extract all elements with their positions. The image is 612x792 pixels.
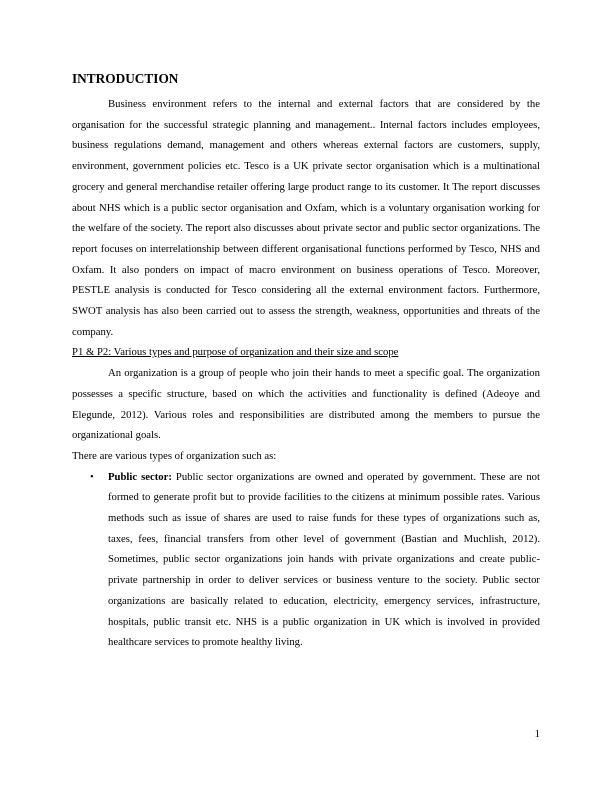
page-heading: INTRODUCTION (72, 71, 179, 86)
types-intro-text: There are various types of organization such as: (72, 449, 277, 462)
intro-paragraph: Business environment refers to the internal and external factors that are considered by the organisation for the successful strategic planning and management.. Internal factors includes employees, business regulations demand, management and others whereas external factors are customers, supply, environment, government policies etc. Tesco is a UK private sector organisation which is a multinational grocery and general merchandise retailer offering large product range to its customer. It The report discusses about NHS which is a public sector organisation and Oxfam, which is a voluntary organisation working for the welfare of the society. The report also discusses about private sector and public sector organizations. The report focuses on interrelationship between different organisational functions performed by Tesco, NHS and Oxfam. It also ponders on impact of macro environment on business operations of Tesco. Moreover, PESTLE analysis is conducted for Tesco considering all the external environment factors. Furthermore, SWOT analysis has also been carried out to assess the strength, weakness, opportunities and threats of the company. (72, 98, 540, 338)
bullet-term: Public sector: (108, 470, 172, 483)
section-heading: P1 & P2: Various types and purpose of organization and their size and scope (72, 346, 399, 359)
bullet-text: Public sector organizations are owned and operated by government. These are not formed to generate profit but to provide facilities to the citizens at minimum possible rates. Various methods such as issue of shares are used to raise funds for these types of organizations such as, taxes, fees, financial transfers from other level of government (Bastian and Muchlish, 2012). Sometimes, public sector organizations join hands with private organizations and create public-private partnership in order to deliver services or business venture to the society. Public sector organizations are basically related to education, electricity, emergency services, infrastructure, hospitals, public transit etc. NHS is a public organization in UK which is involved in provided healthcare services to promote healthy living. (108, 470, 540, 649)
list-item (72, 467, 540, 653)
bullet-icon: • (90, 470, 94, 483)
document-page (72, 70, 540, 653)
organization-paragraph: An organization is a group of people who join their hands to meet a specific goal. The organization possesses a specific structure, based on which the activities and functionality is defined (Adeoye and Elegunde, 2012). Various roles and responsibilities are distributed among the members to pursue the organizational goals. (72, 367, 540, 442)
page-number: 1 (534, 728, 540, 740)
organization-types-list (72, 467, 540, 653)
